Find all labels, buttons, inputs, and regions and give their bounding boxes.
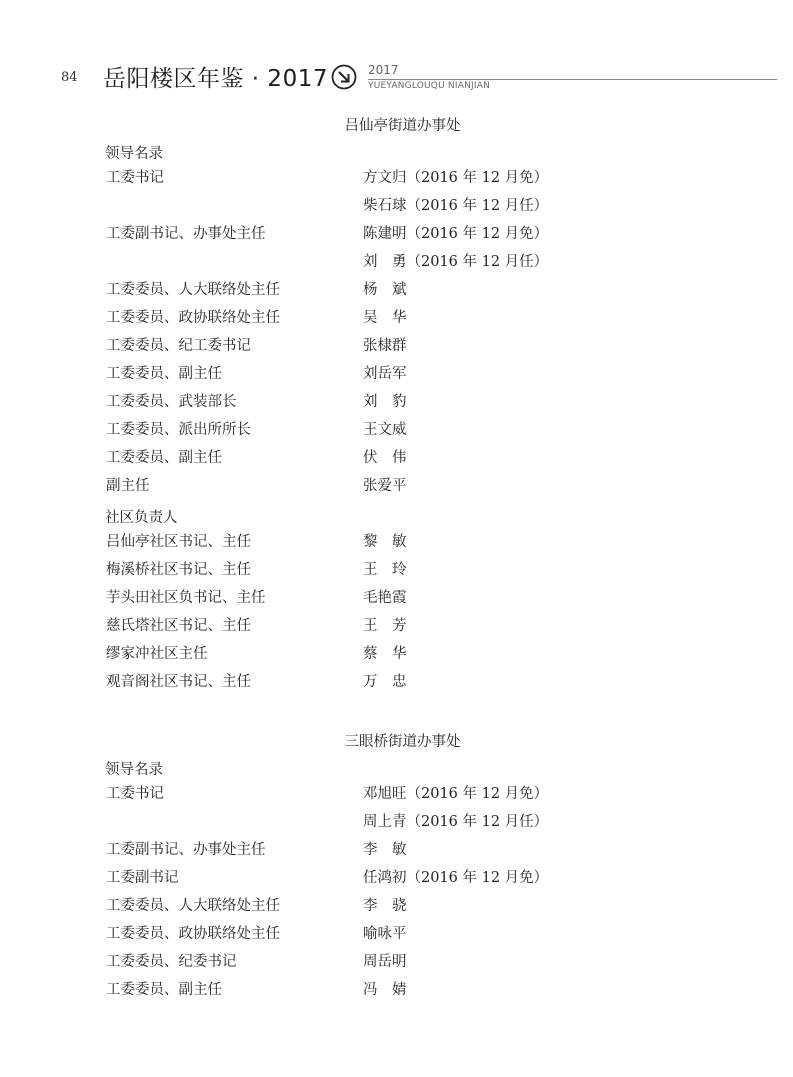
leader-name: 喻咏平: [363, 926, 407, 942]
leader-position: 工委委员、副主任: [106, 450, 222, 466]
leader-row: [0, 222, 793, 246]
leader-row: [0, 922, 793, 946]
community-row: [0, 558, 793, 582]
leader-row: [0, 194, 793, 218]
community-row: [0, 670, 793, 694]
leader-position: 工委委员、政协联络处主任: [106, 926, 280, 942]
leader-name: 刘 豹: [363, 394, 407, 410]
leader-name: 周岳明: [363, 954, 407, 970]
leader-position: 工委委员、派出所所长: [106, 422, 251, 438]
community-position: 缪家冲社区主任: [106, 646, 208, 662]
leader-name: 柴石球（2016 年 12 月任）: [363, 198, 549, 214]
circled-down-right-arrow-icon: [331, 64, 357, 90]
leader-name: 李 骁: [363, 898, 407, 914]
leader-row: [0, 782, 793, 806]
leader-name: 冯 婧: [363, 982, 407, 998]
page-number: 84: [61, 70, 78, 85]
leader-position: 工委委员、政协联络处主任: [106, 310, 280, 326]
leader-position: 工委委员、纪委书记: [106, 954, 237, 970]
leader-position: 工委委员、武装部长: [106, 394, 237, 410]
community-position: 慈氏塔社区书记、主任: [106, 618, 251, 634]
leader-name: 方文归（2016 年 12 月免）: [363, 170, 549, 186]
leader-name: 吴 华: [363, 310, 407, 326]
leader-row: [0, 950, 793, 974]
community-leader-name: 蔡 华: [363, 646, 407, 662]
leaders-heading: 领导名录: [105, 762, 163, 778]
leader-name: 张棣群: [363, 338, 407, 354]
leader-row: [0, 978, 793, 1002]
leader-position: 工委委员、副主任: [106, 982, 222, 998]
community-leader-name: 黎 敏: [363, 534, 407, 550]
header-pinyin: YUEYANGLOUQU NIANJIAN: [368, 81, 491, 91]
leader-position: 工委委员、副主任: [106, 366, 222, 382]
leader-row: [0, 334, 793, 358]
header-year: 2017: [368, 63, 399, 77]
leader-row: [0, 278, 793, 302]
leader-row: [0, 474, 793, 498]
leader-position: 工委书记: [106, 786, 164, 802]
leader-row: [0, 894, 793, 918]
leader-name: 刘岳军: [363, 366, 407, 382]
leader-name: 伏 伟: [363, 450, 407, 466]
leader-name: 陈建明（2016 年 12 月免）: [363, 226, 549, 242]
book-title: 岳阳楼区年鉴 · 2017: [103, 66, 328, 92]
leader-name: 任鸿初（2016 年 12 月免）: [363, 870, 549, 886]
community-position: 观音阁社区书记、主任: [106, 674, 251, 690]
community-position: 芋头田社区负书记、主任: [106, 590, 266, 606]
leader-row: [0, 390, 793, 414]
leader-name: 杨 斌: [363, 282, 407, 298]
header-divider: [368, 79, 777, 80]
leader-row: [0, 418, 793, 442]
leader-row: [0, 838, 793, 862]
leader-position: 工委委员、人大联络处主任: [106, 282, 280, 298]
community-leader-name: 万 忠: [363, 674, 407, 690]
community-leader-name: 毛艳霞: [363, 590, 407, 606]
community-row: [0, 642, 793, 666]
section-title: 三眼桥街道办事处: [344, 734, 461, 750]
leader-name: 王文威: [363, 422, 407, 438]
leader-row: [0, 866, 793, 890]
leader-position: 工委书记: [106, 170, 164, 186]
leader-position: 副主任: [106, 478, 150, 494]
community-position: 梅溪桥社区书记、主任: [106, 562, 251, 578]
leader-position: 工委副书记: [106, 870, 179, 886]
leader-name: 邓旭旺（2016 年 12 月免）: [363, 786, 549, 802]
leader-name: 张爱平: [363, 478, 407, 494]
leaders-heading: 领导名录: [105, 146, 163, 162]
leader-row: [0, 810, 793, 834]
leader-row: [0, 362, 793, 386]
leader-row: [0, 306, 793, 330]
section-title: 吕仙亭街道办事处: [344, 118, 461, 134]
leader-position: 工委委员、纪工委书记: [106, 338, 251, 354]
community-leader-name: 王 芳: [363, 618, 407, 634]
leader-row: [0, 446, 793, 470]
leader-name: 周上青（2016 年 12 月任）: [363, 814, 549, 830]
community-heading: 社区负责人: [105, 510, 178, 526]
leader-name: 刘 勇（2016 年 12 月任）: [363, 254, 549, 270]
community-leader-name: 王 玲: [363, 562, 407, 578]
community-row: [0, 614, 793, 638]
leader-name: 李 敏: [363, 842, 407, 858]
leader-position: 工委委员、人大联络处主任: [106, 898, 280, 914]
community-position: 吕仙亭社区书记、主任: [106, 534, 251, 550]
community-row: [0, 530, 793, 554]
leader-row: [0, 166, 793, 190]
leader-row: [0, 250, 793, 274]
community-row: [0, 586, 793, 610]
leader-position: 工委副书记、办事处主任: [106, 226, 266, 242]
leader-position: 工委副书记、办事处主任: [106, 842, 266, 858]
